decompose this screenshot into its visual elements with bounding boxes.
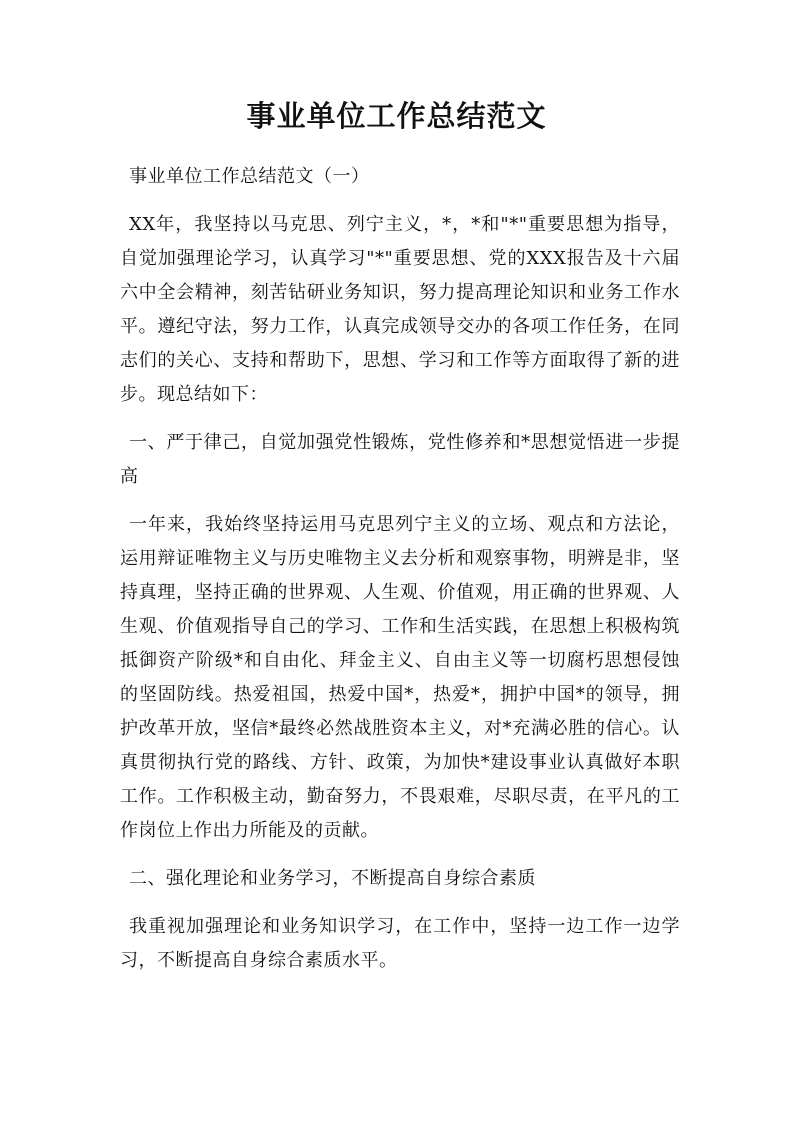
section-body-1: 一年来，我始终坚持运用马克思列宁主义的立场、观点和方法论，运用辩证唯物主义与历史唯物主义去分析和观察事物，明辨是非，坚持真理，坚持正确的世界观、人生观、价值观，用正确的世界观、人生观、价值观指导自己的学习、工作和生活实践，在思想上积极构筑抵御资产阶级*和自由化、拜金主义、自由主义等一切腐朽思想侵蚀的坚固防线。热爱祖国，热爱中国*，热爱*，拥护中国*的领导，拥护改革开放，坚信*最终必然战胜资本主义，对*充满必胜的信心。认真贯彻执行党的路线、方针、政策，为加快*建设事业认真做好本职工作。工作积极主动，勤奋努力，不畏艰难，尽职尽责，在平凡的工作岗位上作出力所能及的贡献。: [120, 514, 680, 841]
section-heading-1: 一、严于律己，自觉加强党性锻炼，党性修养和*思想觉悟进一步提高: [120, 432, 680, 487]
section-heading-2: 二、强化理论和业务学习，不断提高自身综合素质: [129, 868, 536, 889]
intro-paragraph: XX年，我坚持以马克思、列宁主义，*，*和"*"重要思想为指导，自觉加强理论学习，认真学习"*"重要思想、党的XXX报告及十六届六中全会精神，刻苦钻研业务知识，努力提高理论知识和业务工作水平。遵纪守法，努力工作，认真完成领导交办的各项工作任务，在同志们的关心、支持和帮助下，思想、学习和工作等方面取得了新的进步。现总结如下：: [120, 214, 680, 405]
subtitle-paragraph: 事业单位工作总结范文（一）: [129, 166, 370, 187]
document-body: [120, 160, 680, 992]
section-body-2: 我重视加强理论和业务知识学习，在工作中，坚持一边工作一边学习，不断提高自身综合素质水平。: [120, 916, 680, 971]
document-title: 事业单位工作总结范文: [246, 99, 547, 133]
